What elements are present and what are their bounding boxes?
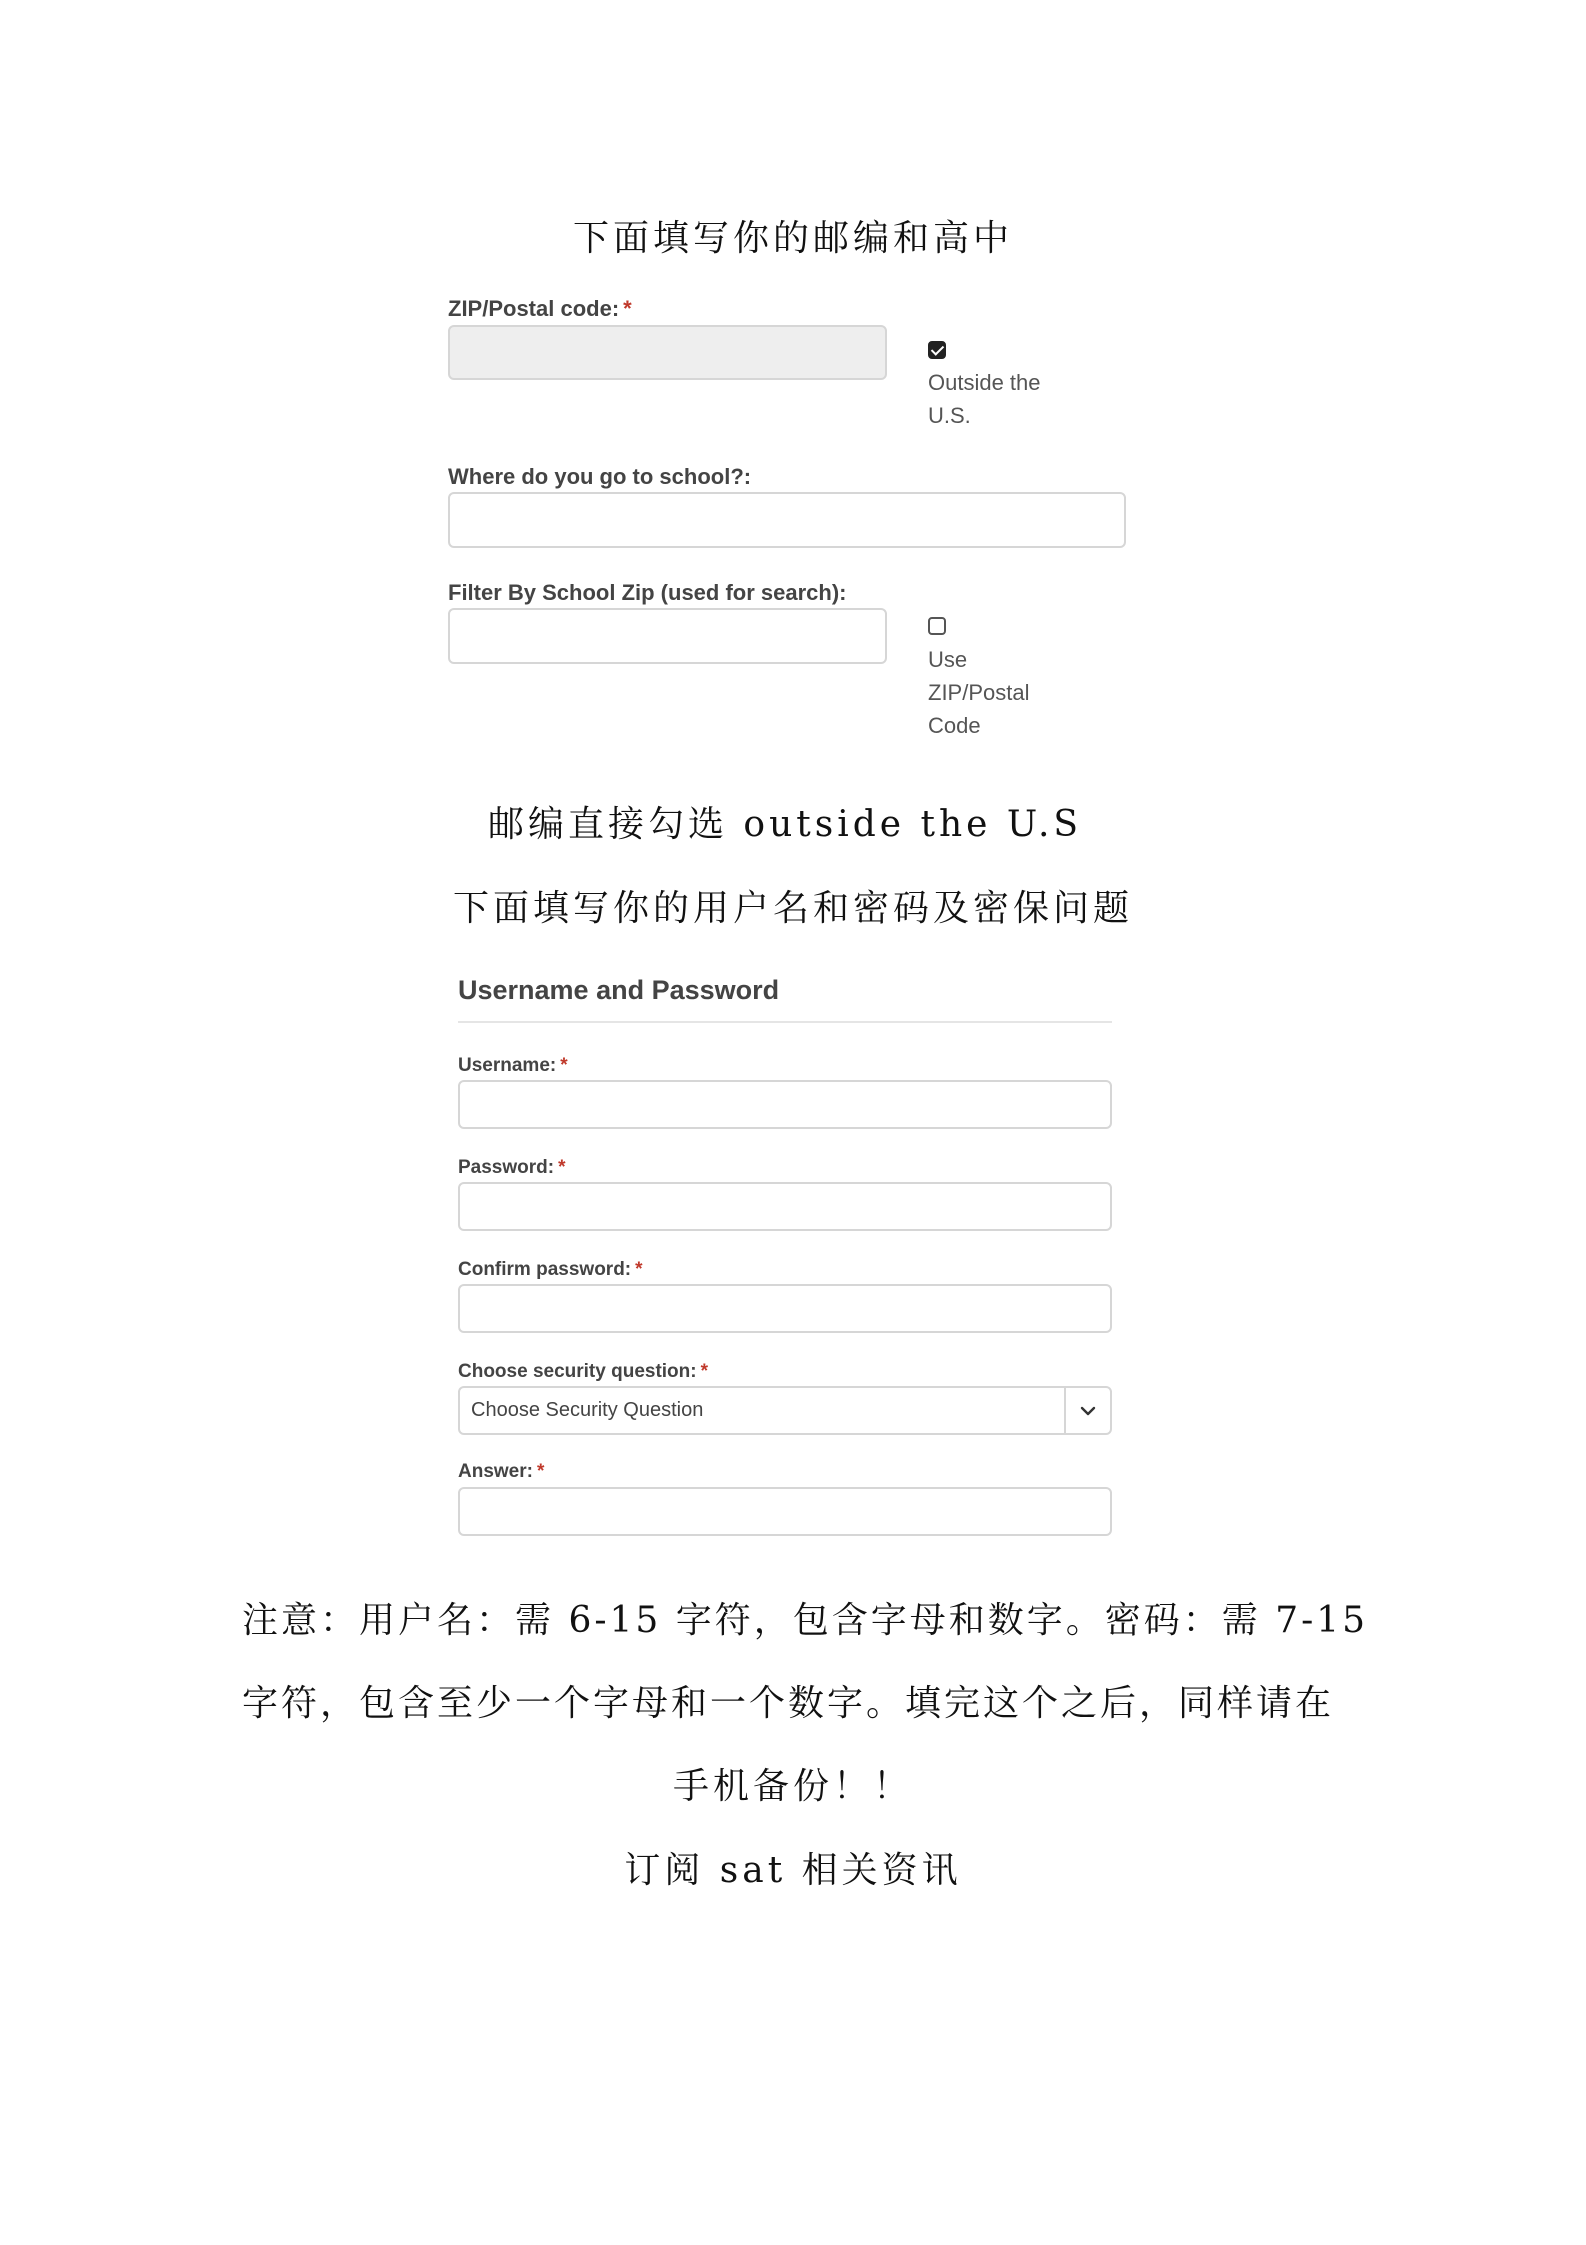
username-label [458, 1055, 568, 1077]
username-label-text: Username: [458, 1055, 557, 1076]
school-label: Where do you go to school?: [448, 464, 752, 489]
note-subscribe: 订阅 sat 相关资讯 [624, 1850, 962, 1891]
filter-school-zip-label: Filter By School Zip (used for search): [448, 580, 847, 605]
school-input[interactable] [448, 492, 1126, 548]
note-line-2: 字符，包含至少一个字母和一个数字。填完这个之后，同样请在 [242, 1683, 1335, 1724]
answer-label-text: Answer: [458, 1461, 533, 1482]
zip-label [448, 296, 632, 322]
answer-input[interactable] [458, 1487, 1112, 1536]
filter-school-zip-input[interactable] [448, 608, 887, 664]
instruction-zip-tip: 邮编直接勾选 outside the U.S [487, 804, 1083, 845]
required-mark: * [560, 1055, 568, 1076]
required-mark: * [536, 1461, 545, 1482]
note-line-3: 手机备份！！ [672, 1766, 913, 1807]
note-line-1: 注意：用户名：需 6-15 字符，包含字母和数字。密码：需 7-15 [242, 1600, 1369, 1641]
use-zip-label [928, 643, 1029, 742]
zip-label-text: ZIP/Postal code: [448, 296, 620, 321]
outside-us-label [928, 366, 1041, 432]
outside-us-label-line: U.S. [928, 403, 971, 428]
confirm-password-input[interactable] [458, 1284, 1112, 1333]
account-section-title: Username and Password [458, 975, 780, 1005]
security-question-selected: Choose Security Question [471, 1399, 704, 1421]
zip-input[interactable] [448, 325, 887, 380]
confirm-password-label [458, 1259, 643, 1281]
use-zip-label-line: ZIP/Postal [928, 680, 1030, 705]
confirm-password-label-text: Confirm password: [458, 1259, 632, 1280]
answer-label [458, 1461, 544, 1483]
password-input[interactable] [458, 1182, 1112, 1231]
username-input[interactable] [458, 1080, 1112, 1129]
required-mark: * [558, 1157, 566, 1178]
security-question-select[interactable] [458, 1386, 1112, 1435]
security-question-label [458, 1361, 708, 1383]
chevron-down-icon[interactable] [1064, 1388, 1110, 1433]
outside-us-label-line: Outside the [928, 370, 1041, 395]
required-mark: * [623, 296, 632, 321]
instruction-zip-school: 下面填写你的邮编和高中 [572, 218, 1013, 259]
security-question-label-text: Choose security question: [458, 1361, 697, 1382]
password-label-text: Password: [458, 1157, 555, 1178]
outside-us-checkbox[interactable] [928, 341, 946, 359]
use-zip-checkbox[interactable] [928, 617, 946, 635]
instruction-account: 下面填写你的用户名和密码及密保问题 [452, 888, 1133, 929]
section-divider [458, 1021, 1112, 1023]
required-mark: * [635, 1259, 643, 1280]
password-label [458, 1157, 566, 1179]
required-mark: * [700, 1361, 709, 1382]
use-zip-label-line: Code [928, 713, 981, 738]
use-zip-label-line: Use [928, 647, 968, 672]
